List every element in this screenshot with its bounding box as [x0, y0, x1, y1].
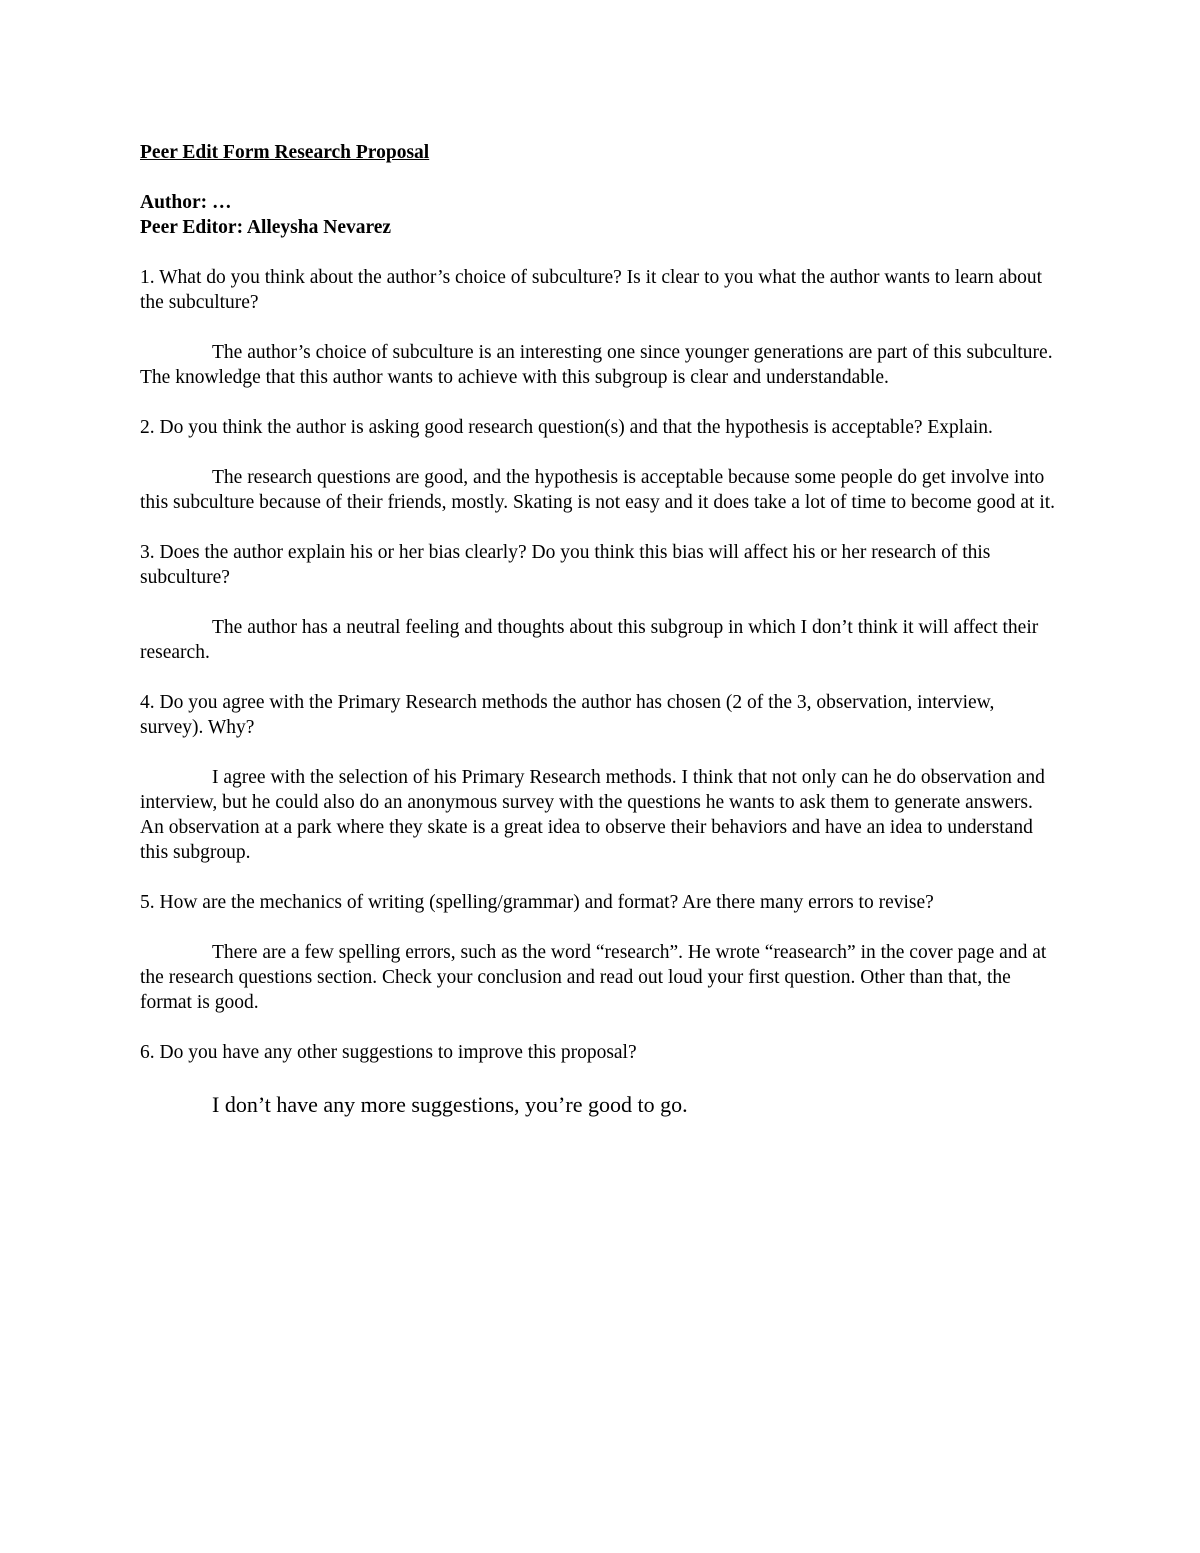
answer-4: I agree with the selection of his Primary Research methods. I think that not only can he do observation and interview, but he could also do an anonymous survey with the questions he wants to ask them to generate answers. An observation at a park where they skate is a great idea to observe their behaviors and have an idea to understand this subgroup. [140, 767, 1045, 863]
question-2: 2. Do you think the author is asking good research question(s) and that the hypothesis is acceptable? Explain. [140, 417, 993, 438]
document-body [140, 140, 1060, 1120]
question-3: 3. Does the author explain his or her bias clearly? Do you think this bias will affect his or her research of this subculture? [140, 542, 991, 588]
question-5: 5. How are the mechanics of writing (spelling/grammar) and format? Are there many errors to revise? [140, 892, 934, 913]
document-title: Peer Edit Form Research Proposal [140, 142, 430, 163]
answer-6: I don’t have any more suggestions, you’re good to go. [212, 1092, 688, 1117]
question-6: 6. Do you have any other suggestions to improve this proposal? [140, 1042, 637, 1063]
answer-2: The research questions are good, and the hypothesis is acceptable because some people do get involve into this subculture because of their friends, mostly. Skating is not easy and it does take a lot of time to become good at it. [140, 467, 1056, 513]
question-1: 1. What do you think about the author’s choice of subculture? Is it clear to you what the author wants to learn about the subculture? [140, 267, 1042, 313]
question-4: 4. Do you agree with the Primary Research methods the author has chosen (2 of the 3, observation, interview, survey). Why? [140, 692, 995, 738]
peer-editor-line: Peer Editor: Alleysha Nevarez [140, 217, 392, 238]
answer-5: There are a few spelling errors, such as the word “research”. He wrote “reasearch” in the cover page and at the research questions section. Check your conclusion and read out loud your first question. Other than that, the format is good. [140, 942, 1047, 1013]
answer-1: The author’s choice of subculture is an interesting one since younger generations are part of this subculture. The knowledge that this author wants to achieve with this subgroup is clear and understandable. [140, 342, 1053, 388]
answer-3: The author has a neutral feeling and thoughts about this subgroup in which I don’t think it will affect their research. [140, 617, 1039, 663]
author-line: Author: … [140, 192, 232, 213]
